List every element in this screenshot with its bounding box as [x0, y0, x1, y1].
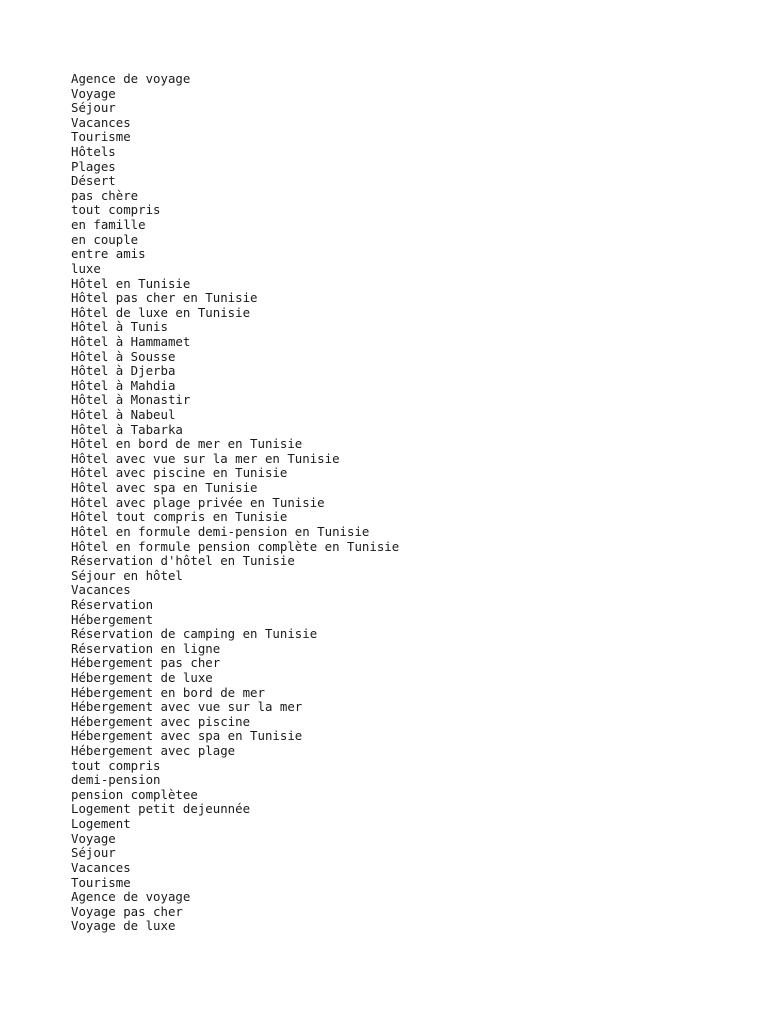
- text-line: Voyage pas cher: [71, 903, 183, 919]
- text-line: Plages: [71, 158, 116, 174]
- text-line: Hôtel à Djerba: [71, 363, 176, 379]
- text-line: Hébergement avec piscine: [71, 713, 251, 729]
- text-line: Vacances: [71, 114, 131, 130]
- text-line: Voyage: [71, 830, 116, 846]
- text-line: Séjour: [71, 100, 116, 116]
- text-line: Hôtel à Nabeul: [71, 407, 176, 423]
- text-line: Hôtel à Mahdia: [71, 377, 176, 393]
- text-line: Agence de voyage: [71, 889, 191, 905]
- text-line: Hébergement: [71, 611, 154, 627]
- text-line: Hôtel à Sousse: [71, 348, 176, 364]
- text-line: Hébergement avec plage: [71, 743, 236, 759]
- text-line: Hôtel avec spa en Tunisie: [71, 480, 258, 496]
- text-line: Hébergement de luxe: [71, 669, 213, 685]
- text-line: pension complètee: [71, 786, 198, 802]
- text-line: Hôtel tout compris en Tunisie: [71, 509, 288, 525]
- text-line: Hôtel en formule demi-pension en Tunisie: [71, 523, 370, 539]
- text-line: demi-pension: [71, 772, 161, 788]
- text-line: Hôtel pas cher en Tunisie: [71, 290, 258, 306]
- text-line: Vacances: [71, 582, 131, 598]
- text-line: luxe: [71, 260, 101, 276]
- text-line: Hôtel avec piscine en Tunisie: [71, 465, 288, 481]
- text-line: Réservation: [71, 596, 154, 612]
- text-line: Hôtel avec plage privée en Tunisie: [71, 494, 325, 510]
- text-line: Hôtel en Tunisie: [71, 275, 191, 291]
- text-line: Hébergement pas cher: [71, 655, 221, 671]
- text-line: Agence de voyage: [71, 71, 191, 86]
- text-line: tout compris: [71, 202, 161, 218]
- text-line: entre amis: [71, 246, 146, 262]
- text-line: Séjour en hôtel: [71, 567, 183, 583]
- text-line: Logement petit dejeunnée: [71, 801, 251, 817]
- text-line: en famille: [71, 217, 146, 233]
- text-line: Hôtel à Hammamet: [71, 333, 191, 349]
- text-line: Hôtel avec vue sur la mer en Tunisie: [71, 450, 340, 466]
- text-line: Tourisme: [71, 874, 131, 890]
- text-line: pas chère: [71, 187, 139, 203]
- text-line: Désert: [71, 173, 116, 189]
- text-line: Hôtel à Tabarka: [71, 421, 183, 437]
- text-line: Hôtel en bord de mer en Tunisie: [71, 436, 303, 452]
- text-line: Séjour: [71, 845, 116, 861]
- text-line: Réservation d'hôtel en Tunisie: [71, 553, 295, 569]
- text-line: Hôtel en formule pension complète en Tunisie: [71, 538, 400, 554]
- text-line: Hôtels: [71, 144, 116, 160]
- text-line: Voyage de luxe: [71, 918, 176, 934]
- text-line: Hôtel de luxe en Tunisie: [71, 304, 251, 320]
- text-line: Voyage: [71, 85, 116, 101]
- text-line: Hébergement avec spa en Tunisie: [71, 728, 303, 744]
- text-line: Hôtel à Monastir: [71, 392, 191, 408]
- text-line: Vacances: [71, 859, 131, 875]
- text-line: Hôtel à Tunis: [71, 319, 168, 335]
- text-line: Tourisme: [71, 129, 131, 145]
- text-line: Réservation de camping en Tunisie: [71, 626, 318, 642]
- text-line: Hébergement en bord de mer: [71, 684, 265, 700]
- text-line: en couple: [71, 231, 139, 247]
- keyword-list: [71, 72, 399, 934]
- text-line: Réservation en ligne: [71, 640, 221, 656]
- text-line: tout compris: [71, 757, 161, 773]
- text-line: Hébergement avec vue sur la mer: [71, 699, 303, 715]
- text-line: Logement: [71, 816, 131, 832]
